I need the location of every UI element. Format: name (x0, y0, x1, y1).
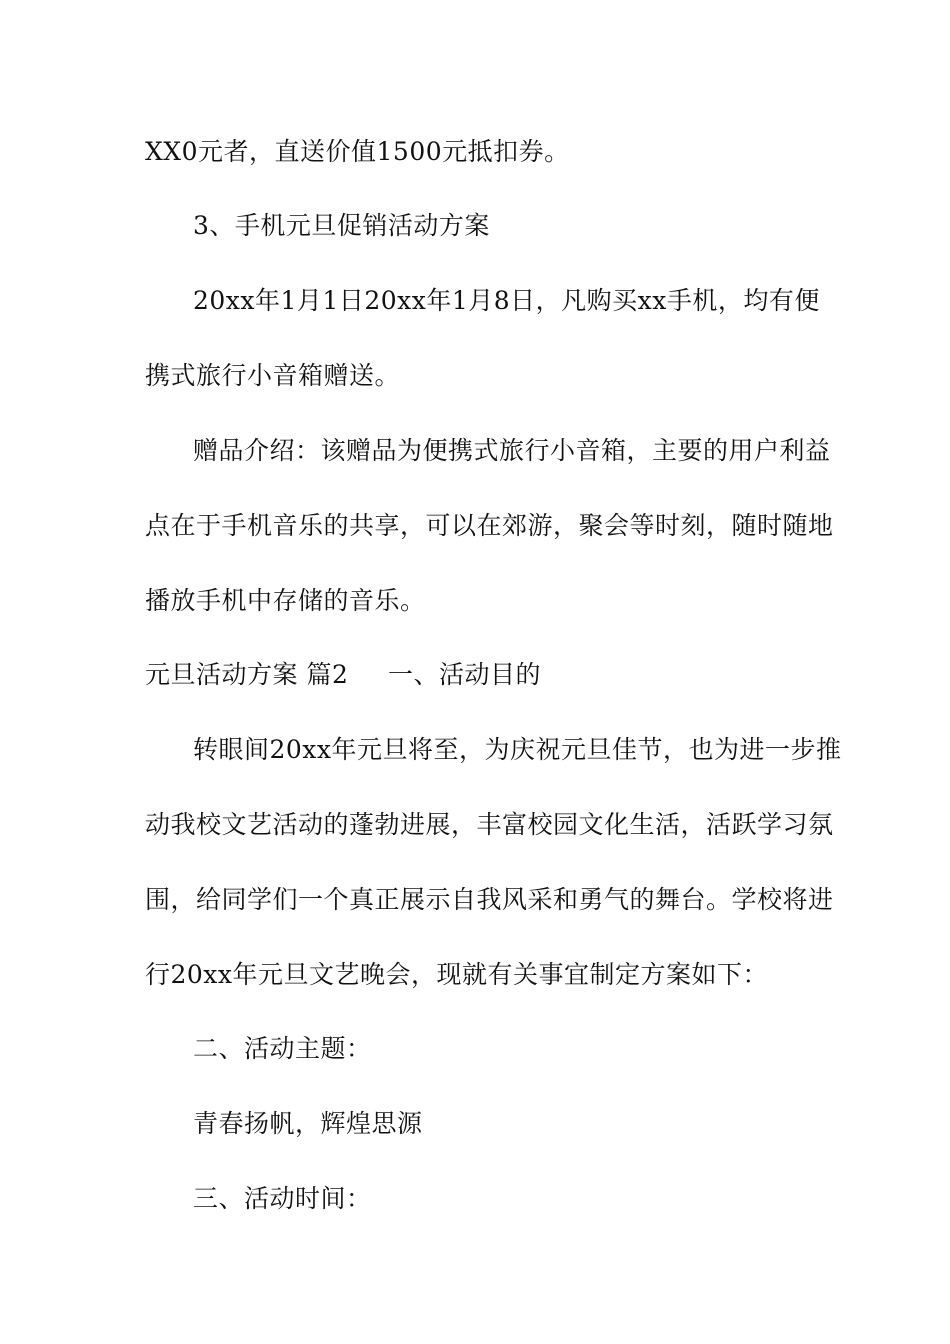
text-line-5: 赠品介绍：该赠品为便携式旅行小音箱，主要的用户利益 (193, 436, 831, 465)
text-line-14: 三、活动时间： (193, 1184, 372, 1213)
text-line-10: 围，给同学们一个真正展示自我风采和勇气的舞台。学校将进 (145, 885, 834, 914)
section-subtitle: 一、活动目的 (388, 660, 542, 689)
text-line-9: 动我校文艺活动的蓬勃进展，丰富校园文化生活，活跃学习氛 (145, 810, 834, 839)
text-line-4: 携式旅行小音箱赠送。 (145, 361, 401, 390)
text-line-12: 二、活动主题： (193, 1034, 372, 1063)
section-heading (145, 659, 815, 691)
text-line-6: 点在于手机音乐的共享，可以在郊游，聚会等时刻，随时随地 (145, 511, 834, 540)
text-line-3: 20xx年1月1日20xx年1月8日，凡购买xx手机，均有便 (193, 286, 820, 315)
text-line-8: 转眼间20xx年元旦将至，为庆祝元旦佳节，也为进一步推 (193, 735, 842, 764)
text-line-13: 青春扬帆，辉煌思源 (193, 1109, 423, 1138)
text-line-7: 播放手机中存储的音乐。 (145, 586, 426, 615)
text-line-11: 行20xx年元旦文艺晚会，现就有关事宜制定方案如下： (145, 960, 769, 989)
section-title: 元旦活动方案 篇2 (145, 660, 349, 689)
text-line-2: 3、手机元旦促销活动方案 (193, 211, 490, 240)
text-line-1: XX0元者，直送价值1500元抵扣券。 (145, 137, 570, 166)
